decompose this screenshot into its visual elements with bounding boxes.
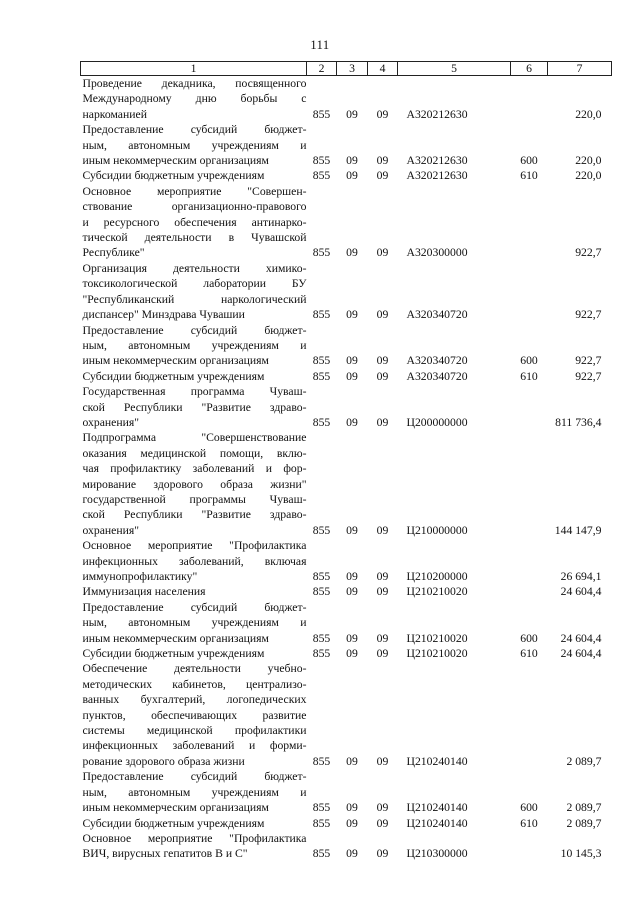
row-subsection-code: 09 xyxy=(376,246,389,260)
row-ministry-code: 855 xyxy=(312,107,331,121)
row-amount: 220,0 xyxy=(575,154,602,168)
row-name-line: иным некоммерческим организациям xyxy=(82,154,269,168)
row-amount: 811 736,4 xyxy=(555,415,602,429)
row-ministry-code: 855 xyxy=(312,523,331,537)
row-name-line: ванных бухгалтерий, логопедических xyxy=(82,693,307,707)
row-name xyxy=(81,600,307,646)
header-col-2: 2 xyxy=(307,62,337,76)
row-name-line: Подпрограмма "Совершенствование xyxy=(82,431,307,445)
table-row xyxy=(81,769,612,815)
row-name-line: Основное мероприятие "Профилактика xyxy=(82,831,307,845)
row-name-line: ным, автономным учреждениям и xyxy=(82,616,307,630)
table-row xyxy=(81,369,612,384)
row-name-line: ствование организационно-правового xyxy=(82,200,307,214)
row-name-line: Основное мероприятие "Совершен- xyxy=(82,184,307,198)
row-ministry-code: 855 xyxy=(312,369,331,383)
row-name-line: "Республиканский наркологический xyxy=(82,292,307,306)
row-amount: 24 604,4 xyxy=(560,585,602,599)
row-amount: 26 694,1 xyxy=(560,570,602,583)
row-expense-type: 600 xyxy=(520,154,538,168)
row-name-line: диспансер" Минздрава Чувашии xyxy=(82,308,245,322)
row-amount: 220,0 xyxy=(575,169,602,183)
row-section-code: 09 xyxy=(346,354,358,368)
row-name-line: рование здорового образа жизни xyxy=(82,754,245,768)
row-target-article: А320340720 xyxy=(406,308,468,322)
row-section-code: 09 xyxy=(346,169,358,183)
row-name-line: Иммунизация населения xyxy=(82,585,206,599)
row-subsection-code: 09 xyxy=(376,754,389,768)
row-name xyxy=(81,430,307,538)
page-number: 111 xyxy=(310,38,330,52)
row-name-line: иммунопрофилактику" xyxy=(82,570,198,583)
row-target-article: А320212630 xyxy=(406,169,468,183)
row-amount: 2 089,7 xyxy=(566,754,602,768)
row-section-code: 09 xyxy=(346,585,358,599)
row-name-line: ным, автономным учреждениям и xyxy=(82,338,307,352)
row-name xyxy=(81,384,307,430)
header-col-5: 5 xyxy=(398,62,511,76)
row-subsection-code: 09 xyxy=(376,647,389,661)
row-amount: 2 089,7 xyxy=(566,816,602,830)
row-name-line: Республике" xyxy=(82,246,145,260)
row-subsection-code: 09 xyxy=(376,570,389,583)
row-section-code: 09 xyxy=(346,415,358,429)
row-name xyxy=(81,168,307,183)
row-name-line: охранения" xyxy=(82,415,140,429)
row-target-article: Ц210210020 xyxy=(406,585,468,599)
row-subsection-code: 09 xyxy=(376,523,389,537)
header-col-4: 4 xyxy=(368,62,398,76)
row-target-article: Ц210210020 xyxy=(406,647,468,661)
row-name-line: Предоставление субсидий бюджет- xyxy=(82,123,307,137)
row-ministry-code: 855 xyxy=(312,570,331,583)
row-name-line: методических кабинетов, централизо- xyxy=(82,677,307,691)
row-target-article: Ц210240140 xyxy=(406,816,468,830)
row-amount: 922,7 xyxy=(575,354,602,368)
row-name xyxy=(81,369,307,384)
row-expense-type xyxy=(511,384,548,430)
row-target-article: А320212630 xyxy=(406,154,468,168)
row-amount: 220,0 xyxy=(575,107,602,121)
row-ministry-code: 855 xyxy=(312,354,331,368)
row-name-line: Государственная программа Чуваш- xyxy=(82,385,307,399)
row-ministry-code: 855 xyxy=(312,754,331,768)
row-section-code: 09 xyxy=(346,523,358,537)
row-target-article: Ц210000000 xyxy=(406,523,468,537)
row-target-article: А320212630 xyxy=(406,107,468,121)
row-name-line: инфекционных заболеваний, включая xyxy=(82,554,307,568)
row-amount: 24 604,4 xyxy=(560,631,602,645)
row-section-code: 09 xyxy=(346,107,358,121)
row-section-code: 09 xyxy=(346,246,358,260)
row-subsection-code: 09 xyxy=(376,847,389,861)
row-name xyxy=(81,661,307,769)
row-name-line: чая профилактику заболеваний и фор- xyxy=(82,462,307,476)
table-row xyxy=(81,831,612,862)
header-col-1: 1 xyxy=(81,62,307,76)
row-name-line: мирование здорового образа жизни" xyxy=(82,477,307,491)
table-row xyxy=(81,538,612,584)
row-subsection-code: 09 xyxy=(376,415,389,429)
row-expense-type: 610 xyxy=(520,369,538,383)
row-name-line: токсикологической лаборатории БУ xyxy=(82,277,307,291)
table-row xyxy=(81,168,612,183)
table-row xyxy=(81,261,612,323)
table-row xyxy=(81,584,612,599)
row-expense-type: 600 xyxy=(520,631,538,645)
row-subsection-code: 09 xyxy=(376,369,389,383)
row-amount: 922,7 xyxy=(575,246,602,260)
table-row xyxy=(81,430,612,538)
row-expense-type xyxy=(511,184,548,261)
row-name-line: Субсидии бюджетным учреждениям xyxy=(82,169,265,183)
row-target-article: Ц210240140 xyxy=(406,754,468,768)
row-name xyxy=(81,538,307,584)
row-amount: 24 604,4 xyxy=(560,647,602,661)
row-amount: 144 147,9 xyxy=(554,523,602,537)
row-target-article: Ц210240140 xyxy=(406,801,468,815)
row-section-code: 09 xyxy=(346,816,358,830)
row-name-line: государственной программы Чуваш- xyxy=(82,492,307,506)
row-name-line: Предоставление субсидий бюджет- xyxy=(82,770,307,784)
row-name-line: ВИЧ, вирусных гепатитов В и С" xyxy=(82,847,248,861)
row-ministry-code: 855 xyxy=(312,847,331,861)
row-expense-type: 610 xyxy=(520,647,538,661)
row-target-article: А320340720 xyxy=(406,369,468,383)
row-subsection-code: 09 xyxy=(376,107,389,121)
row-name xyxy=(81,122,307,168)
row-expense-type xyxy=(511,538,548,584)
row-section-code: 09 xyxy=(346,647,358,661)
row-name-line: ской Республики "Развитие здраво- xyxy=(82,508,307,522)
row-name-line: иным некоммерческим организациям xyxy=(82,631,269,645)
row-name xyxy=(81,584,307,599)
row-subsection-code: 09 xyxy=(376,354,389,368)
row-name-line: ской Республики "Развитие здраво- xyxy=(82,400,307,414)
row-target-article: А320300000 xyxy=(406,246,468,260)
header-col-6: 6 xyxy=(511,62,548,76)
row-name-line: охранения" xyxy=(82,523,140,537)
row-name-line: иным некоммерческим организациям xyxy=(82,801,269,815)
row-name-line: Проведение декадника, посвященного xyxy=(82,77,307,90)
row-name-line: Обеспечение деятельности учебно- xyxy=(82,662,307,676)
row-target-article: А320340720 xyxy=(406,354,468,368)
row-target-article: Ц210200000 xyxy=(406,570,468,583)
row-expense-type xyxy=(511,831,548,862)
row-expense-type xyxy=(511,584,548,599)
row-name-line: и ресурсного обеспечения антинарко- xyxy=(82,215,307,229)
row-amount: 922,7 xyxy=(575,369,602,383)
row-section-code: 09 xyxy=(346,847,358,861)
row-name-line: наркоманией xyxy=(82,107,147,121)
row-subsection-code: 09 xyxy=(376,801,389,815)
header-col-7: 7 xyxy=(548,62,612,76)
row-name-line: иным некоммерческим организациям xyxy=(82,354,269,368)
row-ministry-code: 855 xyxy=(312,816,331,830)
row-name-line: тической деятельности в Чувашской xyxy=(82,231,307,245)
row-name xyxy=(81,769,307,815)
header-col-3: 3 xyxy=(337,62,368,76)
row-section-code: 09 xyxy=(346,754,358,768)
row-section-code: 09 xyxy=(346,801,358,815)
row-name-line: Предоставление субсидий бюджет- xyxy=(82,323,307,337)
header-row xyxy=(81,62,612,76)
row-ministry-code: 855 xyxy=(312,415,331,429)
row-name xyxy=(81,646,307,661)
row-ministry-code: 855 xyxy=(312,169,331,183)
budget-table xyxy=(80,61,612,862)
row-subsection-code: 09 xyxy=(376,631,389,645)
row-target-article: Ц200000000 xyxy=(406,415,468,429)
row-ministry-code: 855 xyxy=(312,585,331,599)
table-row xyxy=(81,646,612,661)
row-name-line: Международному дню борьбы с xyxy=(82,92,307,106)
row-expense-type: 610 xyxy=(520,816,538,830)
row-subsection-code: 09 xyxy=(376,585,389,599)
row-expense-type: 600 xyxy=(520,801,538,815)
row-name xyxy=(81,323,307,369)
table-row xyxy=(81,76,612,123)
row-amount: 10 145,3 xyxy=(560,847,602,861)
row-name-line: инфекционных заболеваний и форми- xyxy=(82,739,307,753)
row-name-line: Субсидии бюджетным учреждениям xyxy=(82,647,265,661)
row-name-line: Предоставление субсидий бюджет- xyxy=(82,600,307,614)
row-ministry-code: 855 xyxy=(312,801,331,815)
row-name-line: Основное мероприятие "Профилактика xyxy=(82,539,307,553)
row-section-code: 09 xyxy=(346,570,358,583)
row-name xyxy=(81,816,307,831)
table-row xyxy=(81,184,612,261)
row-section-code: 09 xyxy=(346,631,358,645)
row-expense-type xyxy=(511,76,548,123)
table-row xyxy=(81,323,612,369)
row-subsection-code: 09 xyxy=(376,308,389,322)
table-body xyxy=(81,76,612,862)
row-name xyxy=(81,831,307,862)
row-ministry-code: 855 xyxy=(312,246,331,260)
table-row xyxy=(81,600,612,646)
row-name xyxy=(81,76,307,123)
table-header xyxy=(81,62,612,76)
row-name-line: ным, автономным учреждениям и xyxy=(82,785,307,799)
row-name-line: системы медицинской профилактики xyxy=(82,724,307,738)
row-section-code: 09 xyxy=(346,154,358,168)
row-name-line: Субсидии бюджетным учреждениям xyxy=(82,816,265,830)
row-amount: 2 089,7 xyxy=(566,801,602,815)
row-ministry-code: 855 xyxy=(312,631,331,645)
row-subsection-code: 09 xyxy=(376,154,389,168)
row-target-article: Ц210300000 xyxy=(406,847,468,861)
row-expense-type: 600 xyxy=(520,354,538,368)
table-row xyxy=(81,661,612,769)
row-expense-type xyxy=(511,430,548,538)
row-expense-type xyxy=(511,661,548,769)
row-subsection-code: 09 xyxy=(376,816,389,830)
table-row xyxy=(81,816,612,831)
row-name-line: Субсидии бюджетным учреждениям xyxy=(82,369,265,383)
row-name-line: пунктов, обеспечивающих развитие xyxy=(82,708,307,722)
row-ministry-code: 855 xyxy=(312,647,331,661)
row-name-line: оказания медицинской помощи, вклю- xyxy=(82,446,307,460)
row-section-code: 09 xyxy=(346,369,358,383)
row-name xyxy=(81,261,307,323)
table-row xyxy=(81,122,612,168)
row-expense-type: 610 xyxy=(520,169,538,183)
row-name-line: Организация деятельности химико- xyxy=(82,261,307,275)
row-name-line: ным, автономным учреждениям и xyxy=(82,138,307,152)
row-subsection-code: 09 xyxy=(376,169,389,183)
row-section-code: 09 xyxy=(346,308,358,322)
table-row xyxy=(81,384,612,430)
row-expense-type xyxy=(511,261,548,323)
row-target-article: Ц210210020 xyxy=(406,631,468,645)
row-name xyxy=(81,184,307,261)
row-amount: 922,7 xyxy=(575,308,602,322)
row-ministry-code: 855 xyxy=(312,308,331,322)
row-ministry-code: 855 xyxy=(312,154,331,168)
